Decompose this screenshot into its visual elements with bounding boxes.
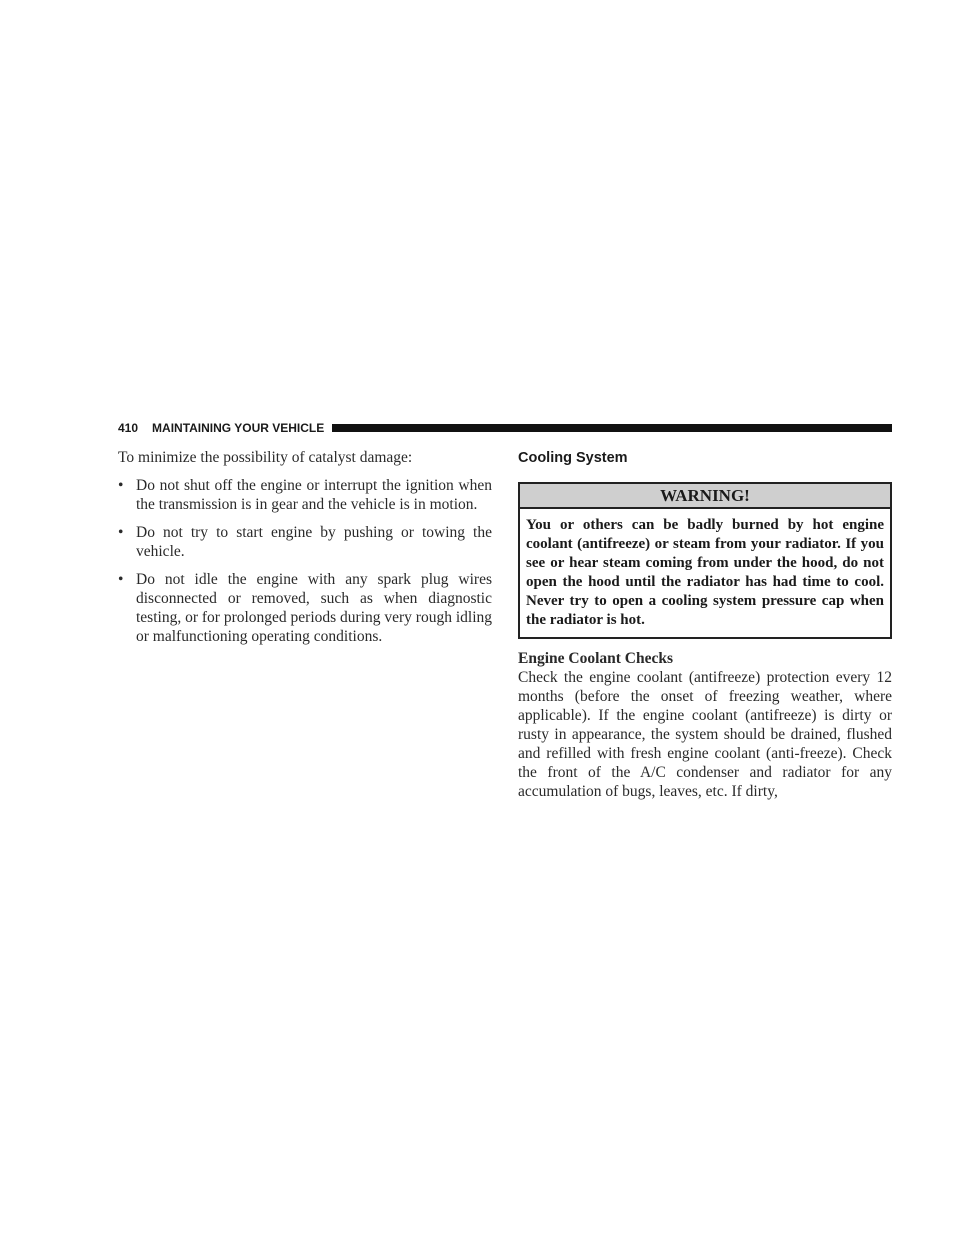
subheading: Engine Coolant Checks (518, 650, 674, 667)
intro-text: To minimize the possibility of catalyst damage: (118, 449, 413, 466)
list-item-text: Do not idle the engine with any spark plug wires disconnected or removed, such as when diagnostic testing, or for prolonged periods during very rough idling or malfunctioning operating conditions. (136, 571, 493, 645)
section-title: MAINTAINING YOUR VEHICLE (152, 420, 325, 435)
bullet-icon: • (118, 524, 124, 541)
warning-body: You or others can be badly burned by hot engine coolant (antifreeze) or steam from your radiator. If you see or hear steam coming from under the hood, do not open the hood until the radiator has had time to cool. Never try to open a cooling system pressure cap when the radiator is hot. (526, 517, 884, 628)
bullet-icon: • (118, 477, 124, 494)
warning-box (518, 482, 892, 639)
list-item (118, 570, 492, 646)
warning-title: WARNING! (520, 484, 890, 509)
section-heading: Cooling System (518, 450, 628, 466)
list-item (118, 476, 492, 514)
left-column (118, 448, 492, 655)
list-item (118, 523, 492, 561)
list-item-text: Do not try to start engine by pushing or towing the vehicle. (136, 524, 492, 560)
page-header (118, 419, 892, 436)
bullet-list (118, 476, 492, 646)
right-column (518, 448, 892, 801)
header-rule (332, 424, 892, 432)
bullet-icon: • (118, 571, 124, 588)
body-paragraph: Check the engine coolant (antifreeze) protection every 12 months (before the onset of freezing weather, where applicable). If the engine coolant (antifreeze) is dirty or rusty in appearance, the system should be drained, flushed and refilled with fresh engine coolant (anti-freeze). Check the front of the A/C condenser and radiator for any accumulation of bugs, leaves, etc. If dirty, (518, 669, 892, 800)
page-number: 410 (118, 420, 139, 435)
list-item-text: Do not shut off the engine or interrupt the ignition when the transmission is in gear and the vehicle is in motion. (136, 477, 492, 513)
